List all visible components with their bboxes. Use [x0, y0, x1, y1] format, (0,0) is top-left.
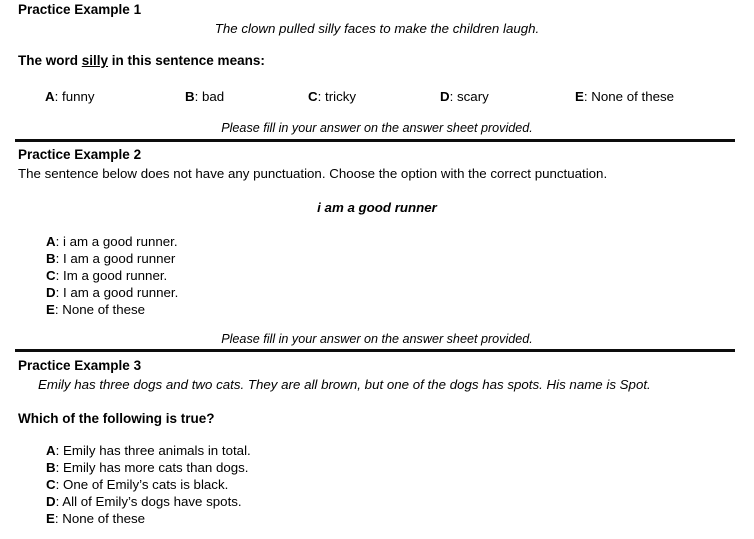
option-letter-e: E: [46, 302, 55, 318]
section-2-option-d[interactable]: [46, 284, 178, 301]
section-1-answer-sheet-note: Please fill in your answer on the answer sheet provided.: [221, 121, 533, 135]
section-1-prompt-keyword: silly: [81, 53, 109, 68]
section-3-option-a[interactable]: [46, 442, 251, 459]
section-2-instruction: The sentence below does not have any punctuation. Choose the option with the correct punctuation.: [18, 166, 608, 181]
option-text-d: : scary: [449, 89, 489, 104]
section-1-option-c[interactable]: [308, 89, 356, 105]
section-1-prompt-before: The word: [18, 53, 82, 68]
section-3-title: Practice Example 3: [18, 358, 142, 373]
section-divider-2: [15, 349, 735, 352]
option-text-a: : funny: [54, 89, 95, 104]
section-2-option-b[interactable]: [46, 250, 178, 267]
section-1-prompt-after: in this sentence means:: [108, 53, 265, 68]
section-2-answer-sheet-note: Please fill in your answer on the answer sheet provided.: [221, 332, 533, 346]
section-1-title: Practice Example 1: [18, 2, 142, 17]
option-text-a: : Emily has three animals in total.: [55, 443, 251, 458]
section-3-option-b[interactable]: [46, 459, 251, 476]
option-letter-b: B: [46, 251, 56, 267]
section-1-stem-sentence: The clown pulled silly faces to make the children laugh.: [214, 21, 540, 36]
section-2-title: Practice Example 2: [18, 147, 142, 162]
option-text-c: : Im a good runner.: [55, 268, 168, 284]
section-2-option-a[interactable]: [46, 233, 178, 250]
section-3-option-e[interactable]: [46, 510, 251, 527]
option-letter-c: C: [46, 477, 56, 493]
option-text-a: : i am a good runner.: [55, 234, 178, 249]
option-text-c: : tricky: [317, 89, 357, 104]
section-1-option-a[interactable]: [45, 89, 95, 105]
section-2-sentence: i am a good runner: [317, 200, 437, 215]
option-letter-c: C: [308, 89, 318, 104]
section-1-prompt: [18, 53, 265, 69]
section-3-stem-passage: Emily has three dogs and two cats. They are all brown, but one of the dogs has spots. His name is Spot.: [38, 377, 651, 392]
option-text-e: : None of these: [54, 511, 146, 527]
option-text-b: : I am a good runner: [55, 251, 176, 267]
option-text-e: : None of these: [583, 89, 675, 104]
option-letter-a: A: [46, 443, 56, 458]
option-letter-d: D: [440, 89, 450, 104]
option-text-d: : All of Emily’s dogs have spots.: [55, 494, 242, 510]
section-1-option-b[interactable]: [185, 89, 224, 105]
section-3-option-c[interactable]: [46, 476, 251, 493]
option-text-c: : One of Emily’s cats is black.: [55, 477, 229, 493]
section-divider-1: [15, 139, 735, 142]
option-letter-d: D: [46, 285, 56, 301]
option-text-d: : I am a good runner.: [55, 285, 179, 301]
option-letter-b: B: [46, 460, 56, 476]
section-1-option-e[interactable]: [575, 89, 674, 105]
option-letter-e: E: [46, 511, 55, 527]
section-3-option-d[interactable]: [46, 493, 251, 510]
option-letter-e: E: [575, 89, 584, 104]
section-1-option-d[interactable]: [440, 89, 489, 105]
section-2-option-e[interactable]: [46, 301, 178, 318]
option-letter-c: C: [46, 268, 56, 284]
option-letter-a: A: [45, 89, 55, 104]
section-3-options: [46, 442, 251, 527]
option-letter-a: A: [46, 234, 56, 249]
section-3-question: Which of the following is true?: [18, 411, 215, 426]
section-2-options: [46, 233, 178, 318]
option-text-e: : None of these: [54, 302, 146, 318]
option-text-b: : bad: [194, 89, 225, 104]
option-letter-d: D: [46, 494, 56, 510]
section-2-option-c[interactable]: [46, 267, 178, 284]
option-text-b: : Emily has more cats than dogs.: [55, 460, 249, 476]
option-letter-b: B: [185, 89, 195, 104]
